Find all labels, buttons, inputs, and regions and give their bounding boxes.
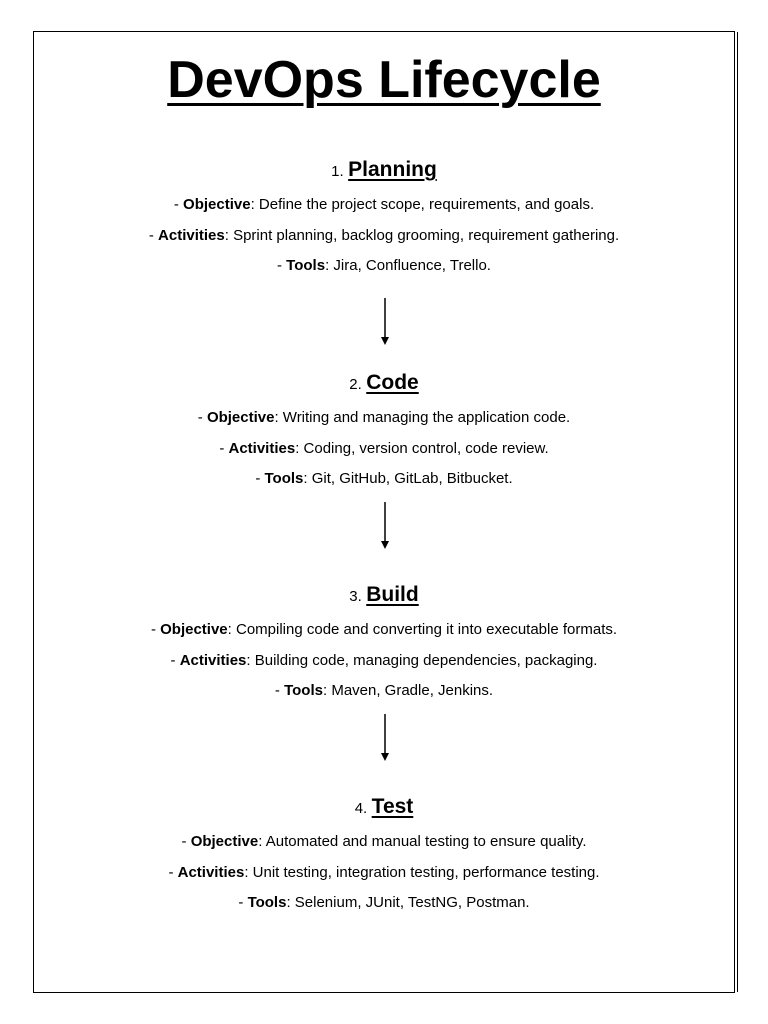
tools-label: Tools [286, 257, 326, 274]
stage-number: 2. [349, 376, 362, 393]
activities-line: - Activities: Coding, version control, code review. [219, 439, 549, 457]
activities-text: : Building code, managing dependencies, packaging. [246, 651, 598, 669]
tools-line: - Tools: Git, GitHub, GitLab, Bitbucket. [255, 470, 513, 487]
down-arrow-icon [379, 714, 391, 762]
objective-label: Objective [190, 833, 259, 850]
stage-number: 3. [349, 588, 362, 605]
tools-text: : Selenium, JUnit, TestNG, Postman. [286, 894, 530, 911]
down-arrow-icon [379, 298, 391, 346]
stage-code [0, 366, 768, 495]
stage-title: Planning [348, 158, 437, 181]
document-title: DevOps Lifecycle [167, 51, 601, 109]
stage-heading [0, 790, 768, 824]
objective-label: Objective [206, 409, 275, 426]
stage-heading [0, 578, 768, 612]
tools-line: - Tools: Jira, Confluence, Trello. [277, 257, 491, 274]
stage-test [0, 790, 768, 919]
stage-title: Build [366, 583, 419, 606]
objective-text: : Writing and managing the application code. [274, 409, 571, 426]
objective-text: : Define the project scope, requirements, and goals. [250, 196, 595, 213]
objective-line: - Objective: Define the project scope, requirements, and goals. [173, 196, 595, 213]
activities-text: : Coding, version control, code review. [295, 439, 549, 457]
activities-text: : Sprint planning, backlog grooming, requirement gathering. [224, 226, 620, 244]
tools-text: : Jira, Confluence, Trello. [325, 257, 491, 274]
tools-text: : Maven, Gradle, Jenkins. [322, 682, 494, 699]
stage-title: Code [366, 371, 419, 394]
activities-line: - Activities: Building code, managing dependencies, packaging. [170, 651, 598, 669]
activities-label: Activities [179, 651, 247, 669]
objective-label: Objective [160, 621, 228, 638]
stage-title: Test [371, 795, 414, 818]
objective-line: - Objective: Automated and manual testing to ensure quality. [181, 833, 587, 850]
stage-number: 4. [354, 800, 368, 817]
activities-line: - Activities: Unit testing, integration testing, performance testing. [168, 863, 600, 881]
stage-build [0, 578, 768, 707]
tools-label: Tools [284, 682, 323, 699]
down-arrow-icon [379, 502, 391, 550]
objective-label: Objective [183, 196, 251, 213]
tools-label: Tools [247, 894, 287, 911]
stage-heading [0, 153, 768, 187]
tools-line: - Tools: Selenium, JUnit, TestNG, Postman. [238, 894, 530, 911]
stage-number: 1. [331, 163, 344, 180]
objective-text: : Automated and manual testing to ensure quality. [258, 833, 587, 850]
tools-line: - Tools: Maven, Gradle, Jenkins. [274, 682, 494, 699]
activities-line: - Activities: Sprint planning, backlog grooming, requirement gathering. [148, 226, 620, 244]
tools-text: : Git, GitHub, GitLab, Bitbucket. [303, 470, 513, 487]
activities-label: Activities [228, 439, 296, 457]
objective-line: - Objective: Compiling code and converting it into executable formats. [150, 621, 618, 638]
activities-label: Activities [177, 863, 245, 881]
stage-heading [0, 366, 768, 400]
objective-text: : Compiling code and converting it into executable formats. [227, 621, 618, 638]
activities-label: Activities [158, 226, 225, 244]
tools-label: Tools [264, 470, 304, 487]
activities-text: : Unit testing, integration testing, performance testing. [244, 863, 600, 881]
objective-line: - Objective: Writing and managing the application code. [197, 409, 571, 426]
stage-planning [0, 153, 768, 282]
